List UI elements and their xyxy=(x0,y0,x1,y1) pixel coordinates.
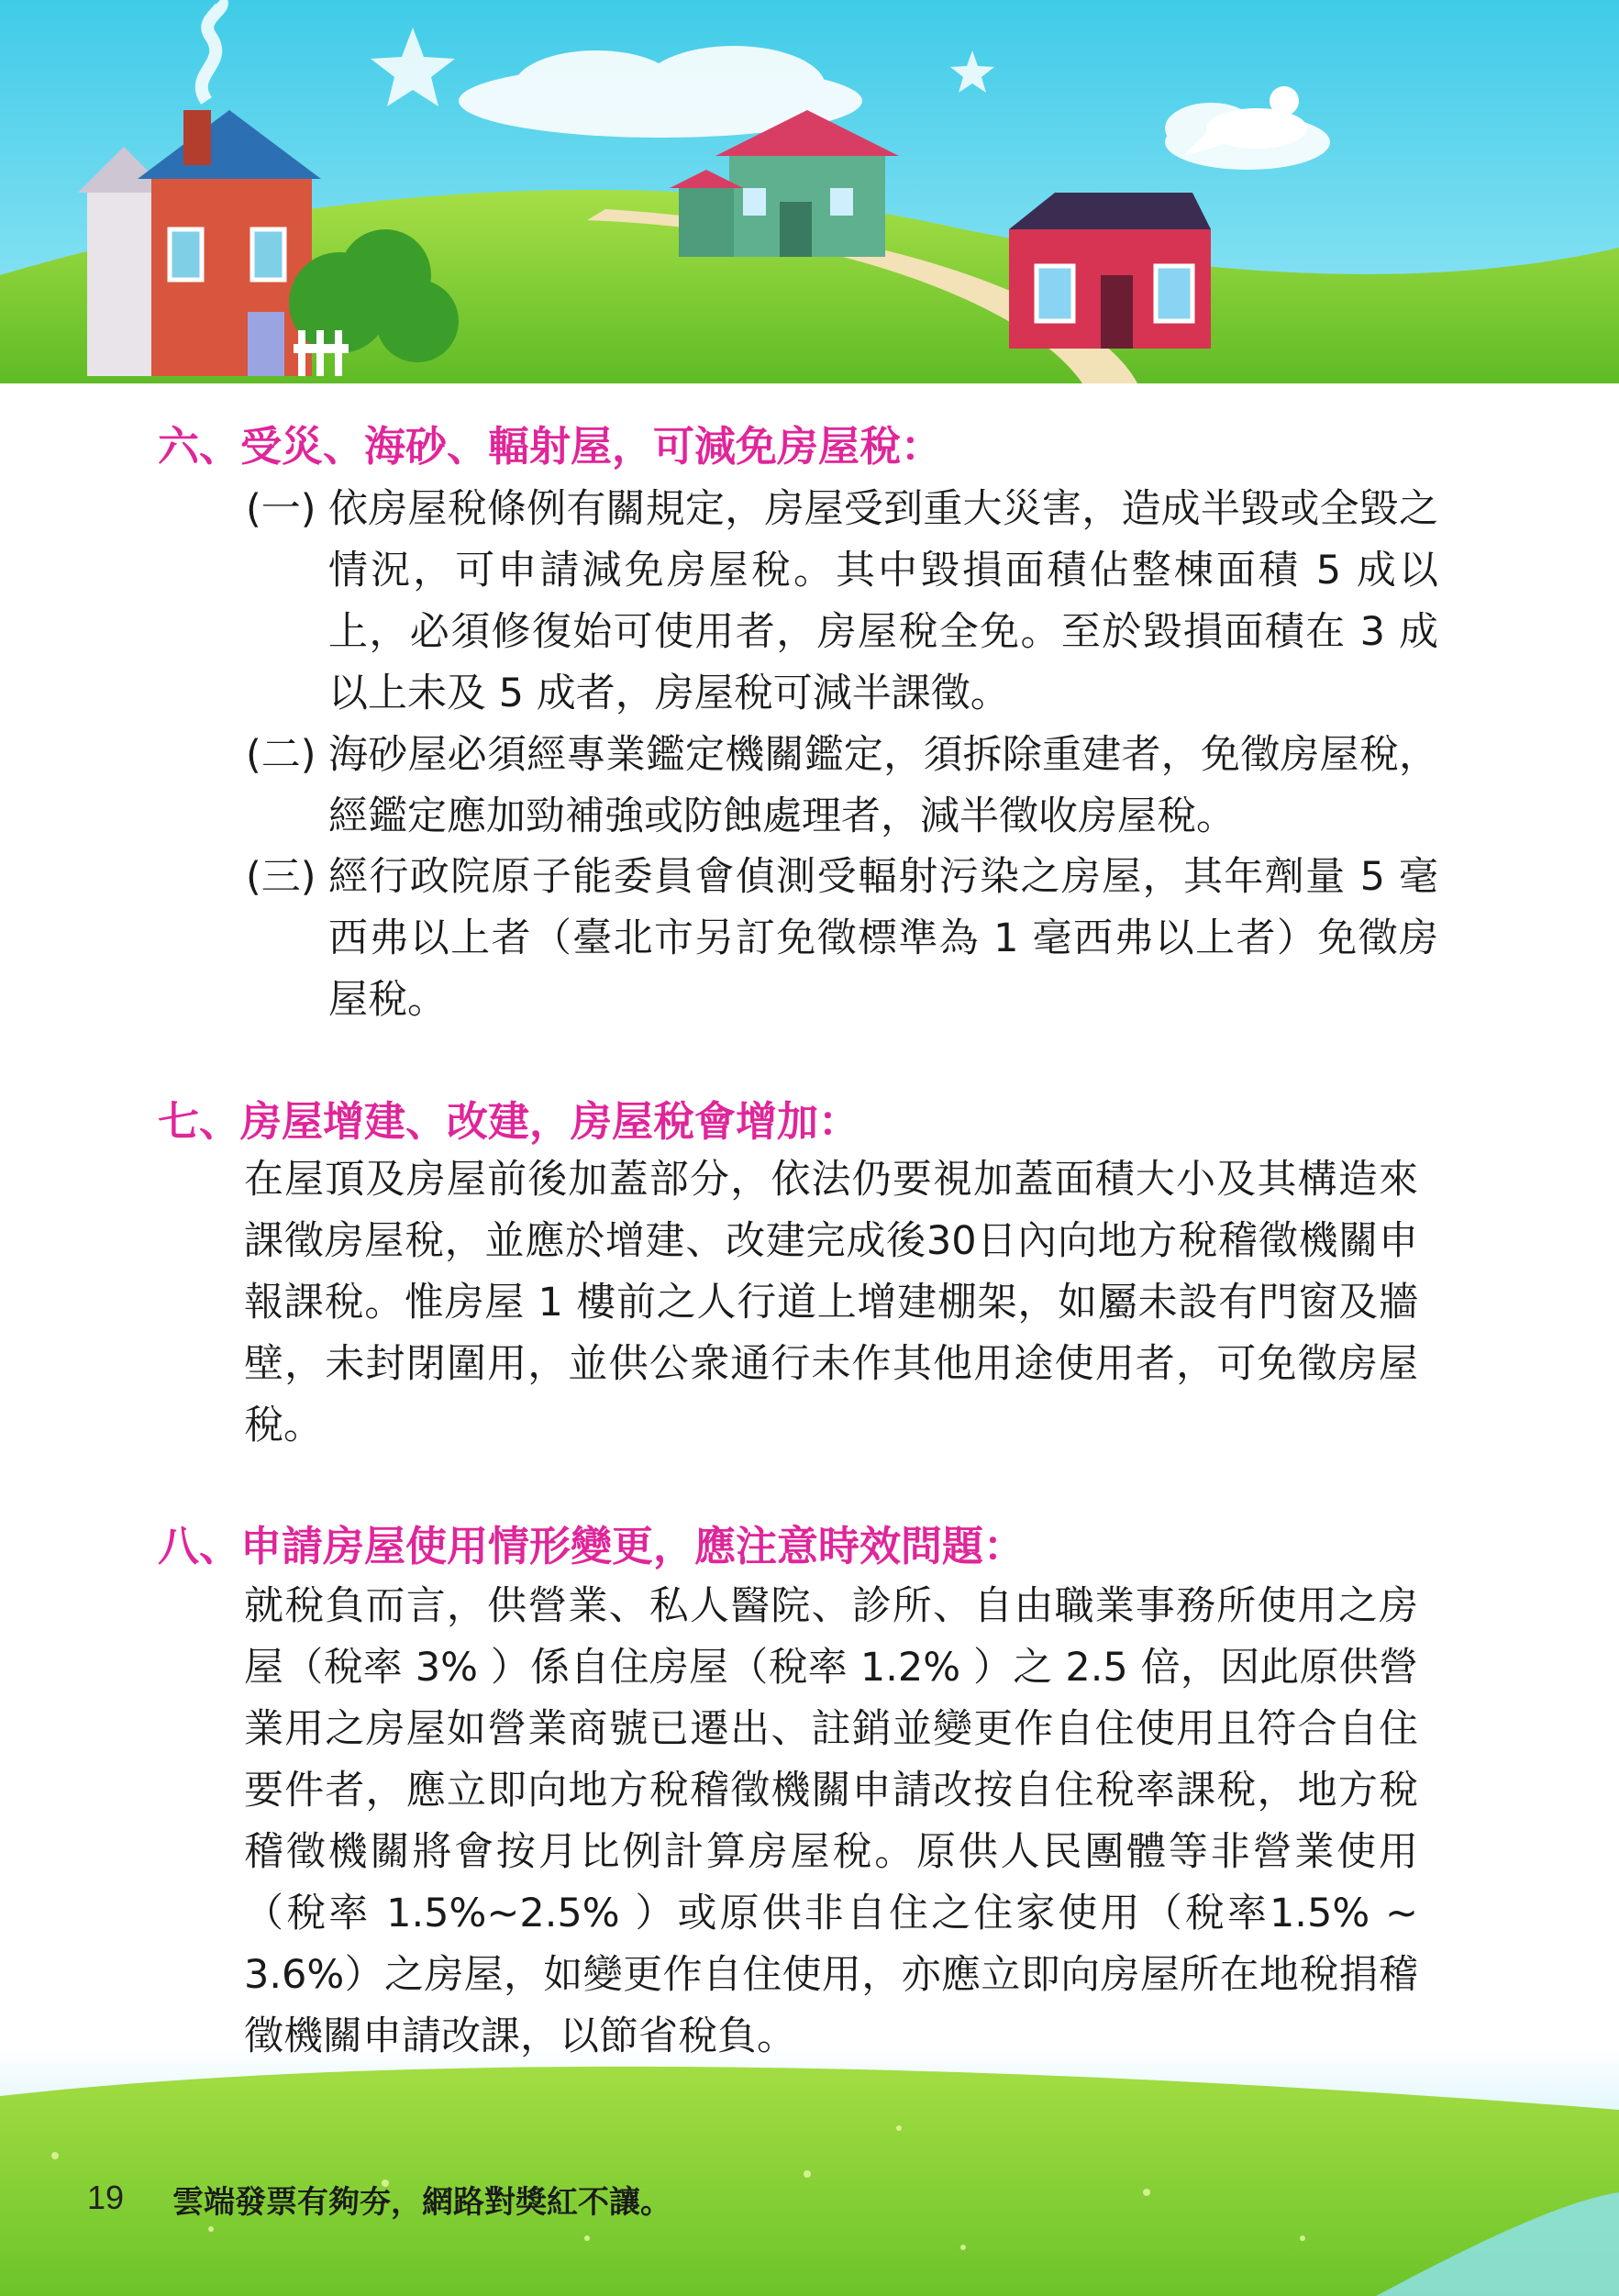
item-text: 海砂屋必須經專業鑑定機關鑑定，須拆除重建者，免徵房屋稅，經鑑定應加勁補強或防蝕處理者，減半徵收房屋稅。 xyxy=(328,732,1438,839)
list-item xyxy=(246,725,1438,848)
footer-illustration xyxy=(0,2046,1619,2296)
item-number: (一) xyxy=(246,486,316,532)
item-number: (三) xyxy=(246,854,316,900)
item-number: (二) xyxy=(246,732,316,778)
section-heading-8: 八、申請房屋使用情形變更，應注意時效問題： xyxy=(158,1522,1026,1570)
section-heading-6: 六、受災、海砂、輻射屋，可減免房屋稅： xyxy=(158,422,943,471)
footer-slogan: 雲端發票有夠夯，網路對獎紅不讓。 xyxy=(172,2184,671,2221)
header-illustration xyxy=(0,0,1619,383)
item-text: 依房屋稅條例有關規定，房屋受到重大災害，造成半毀或全毀之情況，可申請減免房屋稅。其中毀損面積佔整棟面積 5 成以上，必須修復始可使用者，房屋稅全免。至於毀損面積在 3 成以上未及 5 成者，房屋稅可減半課徵。 xyxy=(328,486,1438,716)
item-text: 經行政院原子能委員會偵測受輻射污染之房屋，其年劑量 5 毫西弗以上者（臺北市另訂免徵標準為 1 毫西弗以上者）免徵房屋稅。 xyxy=(328,854,1438,1023)
section-heading-7: 七、房屋增建、改建，房屋稅會增加： xyxy=(158,1097,860,1146)
section-paragraph: 就稅負而言，供營業、私人醫院、診所、自由職業事務所使用之房屋（稅率 3% ）係自住房屋（稅率 1.2% ）之 2.5 倍，因此原供營業用之房屋如營業商號已遷出、註銷並變更作自住使用且符合自住要件者，應立即向地方稅稽徵機關申請改按自住稅率課稅，地方稅稽徵機關將會按月比例計算房屋稅。原供人民團體等非營業使用（稅率 1.5%~2.5% ）或原供非自住之住家使用（稅率1.5% ~ 3.6%）之房屋，如變更作自住使用，亦應立即向房屋所在地稅捐稽徵機關申請改課，以節省稅負。 xyxy=(244,1583,1418,2059)
list-item xyxy=(246,479,1438,725)
list-item xyxy=(246,847,1438,1031)
fence-shape xyxy=(294,330,349,376)
section-paragraph: 在屋頂及房屋前後加蓋部分，依法仍要視加蓋面積大小及其構造來課徵房屋稅，並應於增建、改建完成後30日內向地方稅稽徵機關申報課稅。惟房屋 1 樓前之人行道上增建棚架，如屬未設有門窗及牆壁，未封閉圍用，並供公衆通行未作其他用途使用者，可免徵房屋稅。 xyxy=(244,1157,1418,1448)
page-number: 19 xyxy=(87,2179,125,2216)
house-right xyxy=(1009,193,1211,349)
